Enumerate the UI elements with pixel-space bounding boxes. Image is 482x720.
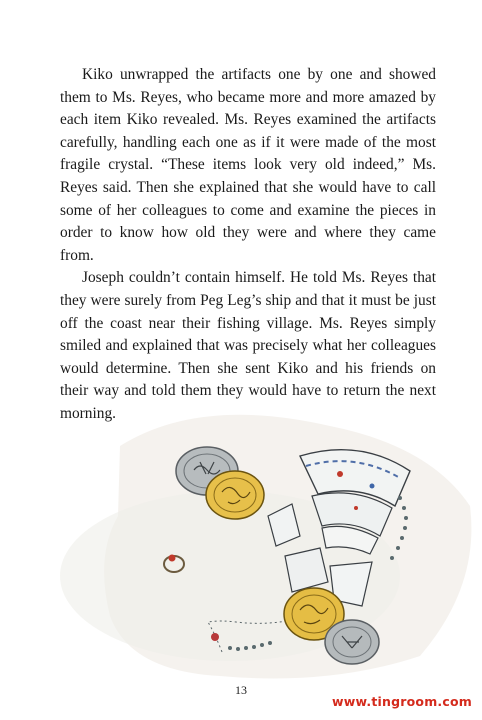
story-text [60, 64, 436, 426]
artifacts-illustration [0, 386, 482, 686]
page-number: 13 [235, 683, 247, 697]
silver-coin-bottom [325, 620, 379, 664]
gold-coin-top [206, 471, 264, 519]
paragraph-1: Kiko unwrapped the artifacts one by one and showed them to Ms. Reyes, who became more and more amazed by each item Kiko revealed. Ms. Reyes examined the artifacts carefully, handling each one as if it were made of the most fragile crystal. “These items look very old indeed,” Ms. Reyes said. Then she explained that she would have to call some of her colleagues to come and examine the pieces in order to know how old they were and where they came from. [60, 66, 436, 264]
watermark-text: www.tingroom.com [331, 694, 472, 709]
paragraph-2: Joseph couldn’t contain himself. He told Ms. Reyes that they were surely from Peg Leg’s ship and that it must be just off the coast near their fishing village. Ms. Reyes simply smiled and explained that was precisely what her colleagues would determine. Then she sent Kiko and his friends on their way and told them they would have to return the next morning. [60, 269, 436, 422]
